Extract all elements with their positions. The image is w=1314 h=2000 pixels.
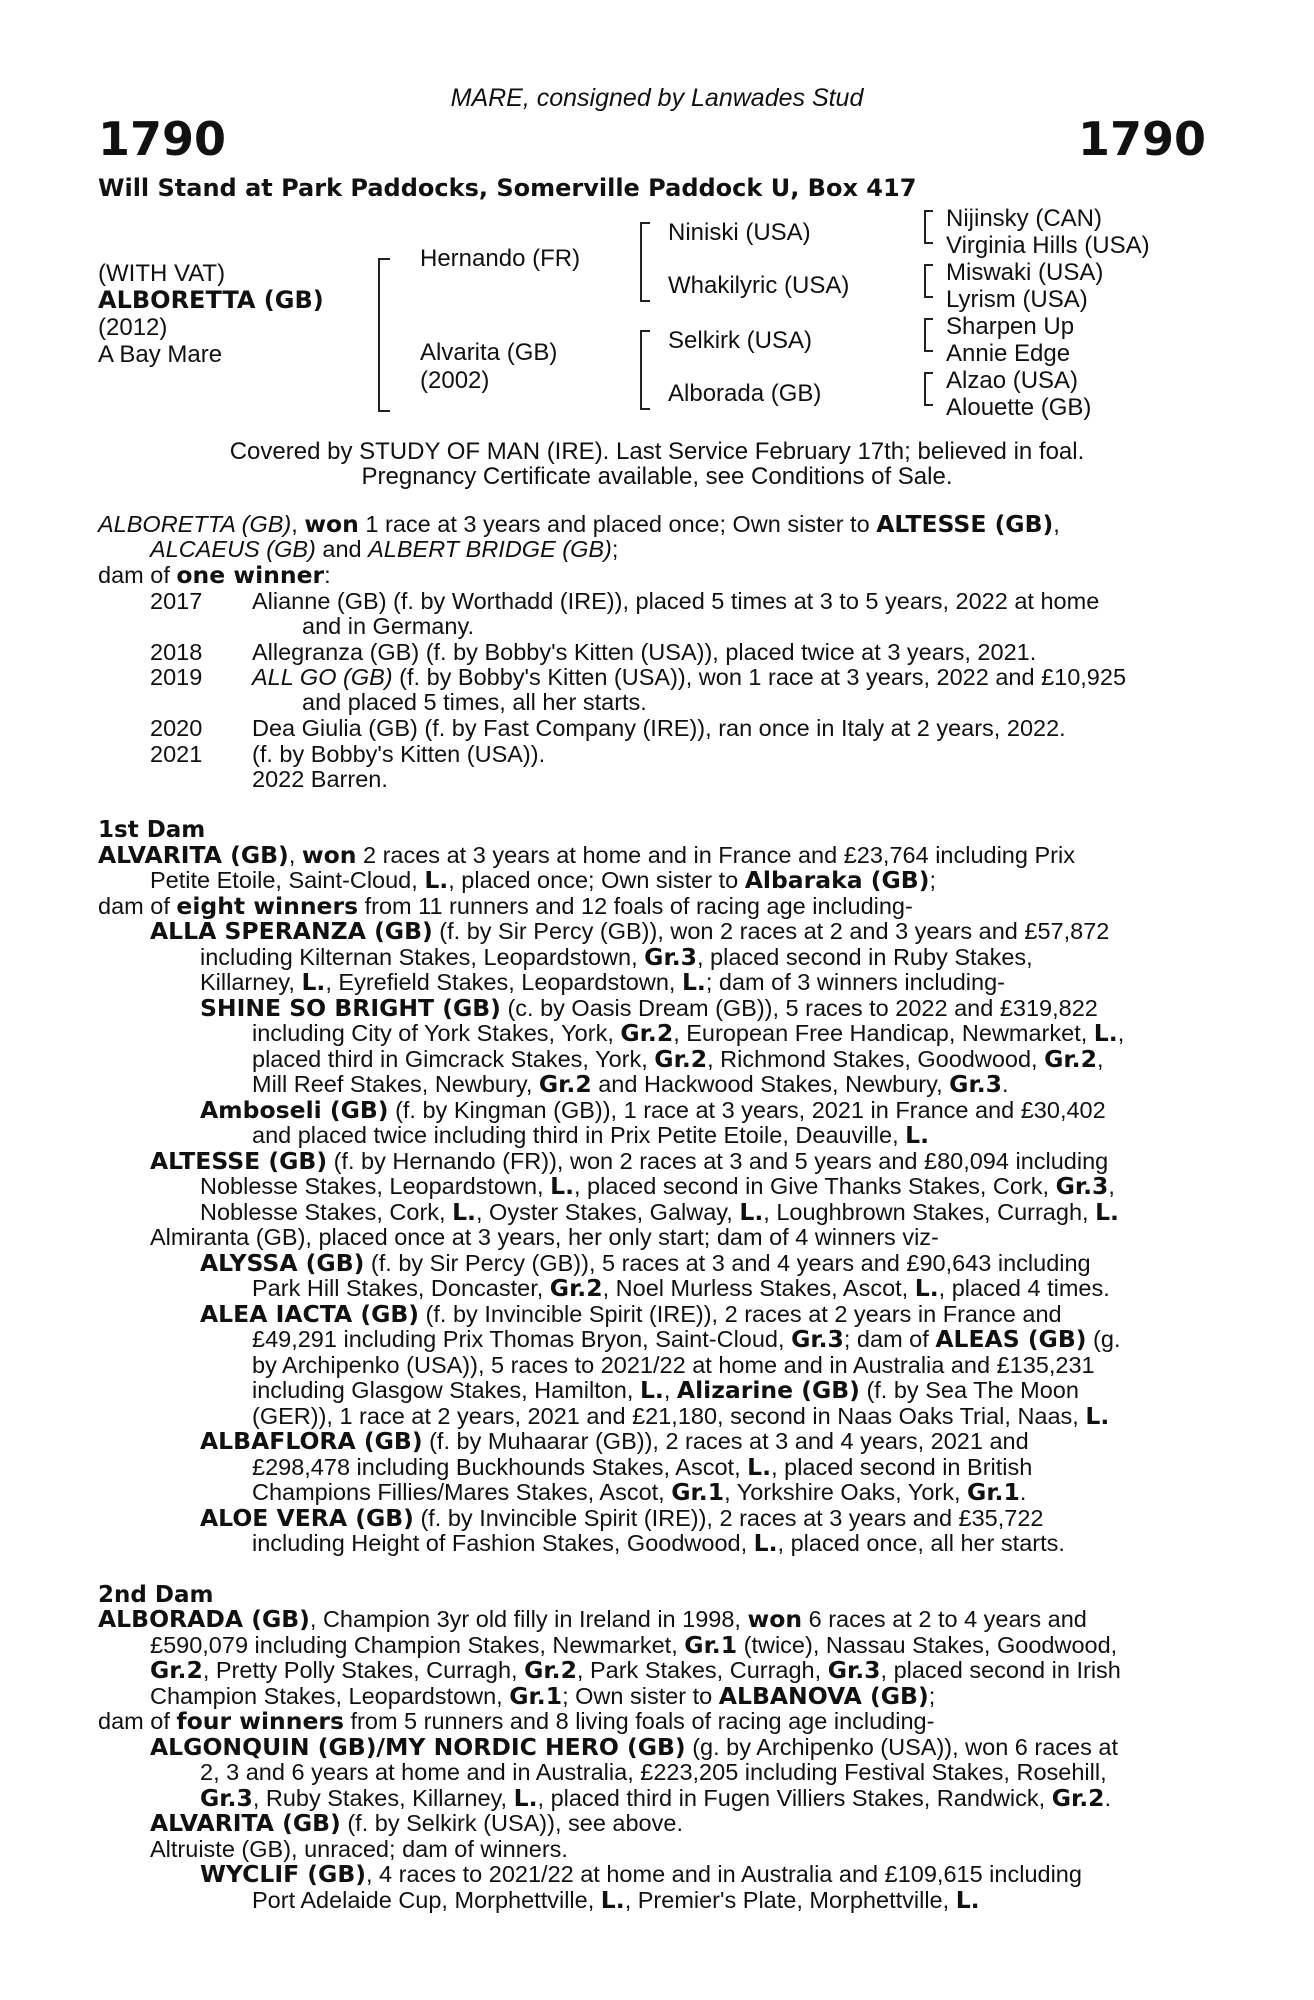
brace-4b [924, 264, 933, 298]
produce-line: Dea Giulia (GB) (f. by Fast Company (IRE)), ran once in Italy at 2 years, 2022. [252, 715, 1066, 741]
text-line: ALEA IACTA (GB) (f. by Invincible Spirit (IRE)), 2 races at 2 years in France and [200, 1300, 1062, 1328]
brace-4c [924, 318, 933, 352]
intro-line-3: dam of one winner: [98, 561, 331, 589]
produce-year: 2018 [150, 639, 203, 665]
horse-name: ALBORETTA (GB) [98, 286, 324, 314]
text-line: Port Adelaide Cup, Morphettville, L., Premier's Plate, Morphettville, L. [252, 1886, 980, 1914]
text-line: and placed twice including third in Prix Petite Etoile, Deauville, L. [252, 1121, 930, 1149]
produce-line: and in Germany. [302, 613, 474, 639]
text-line: Park Hill Stakes, Doncaster, Gr.2, Noel Murless Stakes, Ascot, L., placed 4 times. [252, 1274, 1110, 1302]
dam-sire: Selkirk (USA) [668, 327, 813, 354]
lot-number-left: 1790 [98, 112, 227, 166]
covered-line-1: Covered by STUDY OF MAN (IRE). Last Service February 17th; believed in foal. [229, 438, 1085, 465]
text-line: including Glasgow Stakes, Hamilton, L., Alizarine (GB) (f. by Sea The Moon [252, 1376, 1079, 1404]
text-line: Altruiste (GB), unraced; dam of winners. [150, 1836, 568, 1862]
intro-line-1: ALBORETTA (GB), won 1 race at 3 years and placed once; Own sister to ALTESSE (GB), [98, 510, 1060, 538]
brace-4a [924, 210, 933, 244]
text-line: ALVARITA (GB) (f. by Selkirk (USA)), see above. [150, 1809, 683, 1837]
text-line: including City of York Stakes, York, Gr.2, European Free Handicap, Newmarket, L., [252, 1019, 1125, 1047]
brace-sire [640, 222, 650, 302]
sire: Hernando (FR) [420, 245, 581, 272]
text-line: Almiranta (GB), placed once at 3 years, her only start; dam of 4 winners viz- [150, 1224, 939, 1250]
text-line: (GER)), 1 race at 2 years, 2021 and £21,180, second in Naas Oaks Trial, Naas, L. [252, 1402, 1110, 1430]
produce-line: 2022 Barren. [252, 766, 388, 792]
produce-line: Allegranza (GB) (f. by Bobby's Kitten (USA)), placed twice at 3 years, 2021. [252, 639, 1037, 665]
text-line: £49,291 including Prix Thomas Bryon, Saint-Cloud, Gr.3; dam of ALEAS (GB) (g. [252, 1325, 1121, 1353]
text-line: ALVARITA (GB), won 2 races at 3 years at home and in France and £23,764 including Prix [98, 841, 1075, 869]
produce-line: Alianne (GB) (f. by Worthadd (IRE)), placed 5 times at 3 to 5 years, 2022 at home [252, 588, 1100, 614]
text-line: Amboseli (GB) (f. by Kingman (GB)), 1 race at 3 years, 2021 in France and £30,402 [200, 1096, 1106, 1124]
subtitle: MARE, consigned by Lanwades Stud [450, 84, 864, 112]
horse-year: (2012) [98, 314, 168, 341]
produce-year: 2020 [150, 715, 203, 741]
brace-gen1 [378, 258, 390, 412]
text-line: ALYSSA (GB) (f. by Sir Percy (GB)), 5 races at 3 and 4 years and £90,643 including [200, 1249, 1091, 1277]
sire-dam: Whakilyric (USA) [668, 272, 850, 299]
text-line: Champion Stakes, Leopardstown, Gr.1; Own sister to ALBANOVA (GB); [150, 1682, 936, 1710]
ssd: Virginia Hills (USA) [946, 232, 1150, 259]
dam-dam: Alborada (GB) [668, 380, 822, 407]
text-line: £298,478 including Buckhounds Stakes, Ascot, L., placed second in British [252, 1453, 1033, 1481]
second-dam-heading: 2nd Dam [98, 1582, 214, 1608]
horse-description: A Bay Mare [98, 341, 223, 368]
text-line: Killarney, L., Eyrefield Stakes, Leopardstown, L.; dam of 3 winners including- [200, 968, 1005, 996]
produce-year: 2021 [150, 741, 203, 767]
produce-line: ALL GO (GB) (f. by Bobby's Kitten (USA)), won 1 race at 3 years, 2022 and £10,925 [252, 664, 1127, 690]
text-line: Gr.2, Pretty Polly Stakes, Curragh, Gr.2, Park Stakes, Curragh, Gr.3, placed second in Irish [150, 1656, 1121, 1684]
text-line: placed third in Gimcrack Stakes, York, Gr.2, Richmond Stakes, Goodwood, Gr.2, [252, 1045, 1104, 1073]
text-line: Gr.3, Ruby Stakes, Killarney, L., placed third in Fugen Villiers Stakes, Randwick, Gr.2. [200, 1784, 1112, 1812]
produce-line: (f. by Bobby's Kitten (USA)). [252, 741, 546, 767]
text-line: by Archipenko (USA)), 5 races to 2021/22 at home and in Australia and £135,231 [252, 1352, 1095, 1378]
text-line: ALTESSE (GB) (f. by Hernando (FR)), won 2 races at 3 and 5 years and £80,094 including [150, 1147, 1109, 1175]
first-dam-heading: 1st Dam [98, 817, 206, 843]
text-line: 2, 3 and 6 years at home and in Australia, £223,205 including Festival Stakes, Rosehill, [200, 1759, 1107, 1785]
dsd: Annie Edge [946, 340, 1071, 367]
brace-4d [924, 372, 933, 406]
dam: Alvarita (GB) [420, 339, 558, 366]
ddd: Alouette (GB) [946, 394, 1092, 421]
text-line: dam of four winners from 5 runners and 8 living foals of racing age including- [98, 1707, 935, 1735]
text-line: including Kilternan Stakes, Leopardstown, Gr.3, placed second in Ruby Stakes, [200, 943, 1033, 971]
produce-line: and placed 5 times, all her starts. [302, 689, 647, 715]
dds: Alzao (USA) [946, 367, 1079, 394]
sds: Miswaki (USA) [946, 259, 1104, 286]
sire-sire: Niniski (USA) [668, 219, 811, 246]
produce-year: 2017 [150, 588, 203, 614]
text-line: Petite Etoile, Saint-Cloud, L., placed once; Own sister to Albaraka (GB); [150, 866, 936, 894]
text-line: dam of eight winners from 11 runners and 12 foals of racing age including- [98, 892, 913, 920]
covered-line-2: Pregnancy Certificate available, see Conditions of Sale. [361, 463, 953, 490]
text-line: Noblesse Stakes, Cork, L., Oyster Stakes, Galway, L., Loughbrown Stakes, Curragh, L. [200, 1198, 1119, 1226]
text-line: £590,079 including Champion Stakes, Newmarket, Gr.1 (twice), Nassau Stakes, Goodwood, [150, 1631, 1118, 1659]
text-line: Champions Fillies/Mares Stakes, Ascot, Gr.1, Yorkshire Oaks, York, Gr.1. [252, 1478, 1027, 1506]
lot-number-right: 1790 [1077, 112, 1206, 166]
produce-year: 2019 [150, 664, 203, 690]
text-line: including Height of Fashion Stakes, Goodwood, L., placed once, all her starts. [252, 1529, 1065, 1557]
intro-line-2: ALCAEUS (GB) and ALBERT BRIDGE (GB); [150, 536, 619, 562]
dss: Sharpen Up [946, 313, 1075, 340]
text-line: ALLA SPERANZA (GB) (f. by Sir Percy (GB)), won 2 races at 2 and 3 years and £57,872 [150, 917, 1110, 945]
text-line: Noblesse Stakes, Leopardstown, L., placed second in Give Thanks Stakes, Cork, Gr.3, [200, 1172, 1115, 1200]
dam-year: (2002) [420, 367, 490, 394]
sdd: Lyrism (USA) [946, 286, 1088, 313]
text-line: ALBAFLORA (GB) (f. by Muhaarar (GB)), 2 races at 3 and 4 years, 2021 and [200, 1427, 1029, 1455]
text-line: Mill Reef Stakes, Newbury, Gr.2 and Hackwood Stakes, Newbury, Gr.3. [252, 1070, 1009, 1098]
location-line: Will Stand at Park Paddocks, Somerville Paddock U, Box 417 [98, 174, 917, 202]
text-line: ALBORADA (GB), Champion 3yr old filly in Ireland in 1998, won 6 races at 2 to 4 years and [98, 1605, 1087, 1633]
text-line: ALGONQUIN (GB)/MY NORDIC HERO (GB) (g. by Archipenko (USA)), won 6 races at [150, 1733, 1118, 1761]
vat-note: (WITH VAT) [98, 260, 226, 287]
text-line: SHINE SO BRIGHT (GB) (c. by Oasis Dream (GB)), 5 races to 2022 and £319,822 [200, 994, 1098, 1022]
text-line: WYCLIF (GB), 4 races to 2021/22 at home and in Australia and £109,615 including [200, 1860, 1082, 1888]
text-line: ALOE VERA (GB) (f. by Invincible Spirit (IRE)), 2 races at 3 years and £35,722 [200, 1504, 1044, 1532]
sss: Nijinsky (CAN) [946, 205, 1102, 232]
brace-dam [640, 330, 650, 410]
